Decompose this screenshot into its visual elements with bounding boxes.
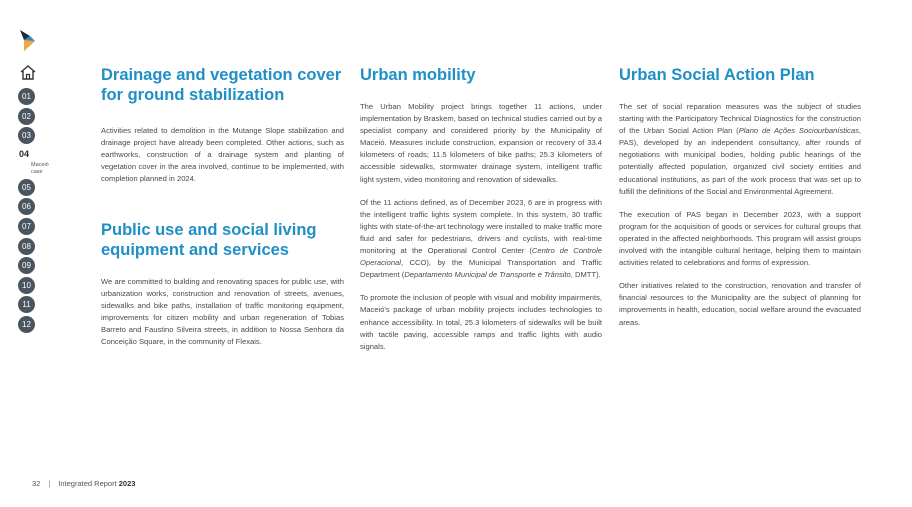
social-action-paragraph-2: The execution of PAS began in December 2023, with a support program for the acquisition of goods or services for cultural groups that operated in the affected neighborhoods. This program will assist groups involved with the intangible cultural heritage, helping them to maintain activities related to celebrations and forms of expression. (619, 209, 861, 268)
text-run: Of the 11 actions defined, as of December 2023, 6 are in progress with the intelligent traffic lights system complete. In this system, 30 traffic lights with state-of-the-art technology were installed to make traffic more fluid and safer for pedestrians, drivers and cyclists, with real-time monitoring at the Operational Control Center ( (360, 197, 602, 256)
public-use-paragraph: We are committed to building and renovating spaces for public use, with urbanization works, construction and renovation of streets, avenues, sidewalks and bike paths, installation of traffic monitoring equipment, improvements for citizen mobility and urban regeneration of Tobias Barreto and Faustino Silveira streets, in addition to Nossa Senhora da Conceição Square, in the community of Flexais. (101, 277, 344, 347)
report-year: 2023 (118, 479, 136, 488)
column-social-action-plan (619, 65, 861, 329)
home-icon[interactable] (19, 64, 37, 80)
drainage-paragraph: Activities related to demolition in the Mutange Slope stabilization and drainage project have already been completed. Other actions, such as earthworks, construction of a drainage system and planting of vegetation cover in the area involved, continue to be implemented, with completion planned in 2024. (101, 126, 344, 184)
column-urban-mobility (360, 65, 602, 353)
chapter-nav (18, 88, 58, 336)
nav-item-11[interactable]: 11 (18, 296, 35, 313)
nav-item-10[interactable]: 10 (18, 277, 35, 294)
text-run: The set of social reparation measures was the subject of studies starting with the Participatory Technical Diagnostics for the construction of the Urban Social Action Plan ( (619, 102, 861, 136)
social-action-paragraph-1 (619, 101, 861, 198)
footer-separator: | (48, 479, 51, 488)
nav-item-02[interactable]: 02 (18, 108, 35, 125)
report-name: Integrated Report (58, 479, 117, 488)
nav-item-07[interactable]: 07 (18, 218, 35, 235)
social-action-plan-title: Urban Social Action Plan (619, 66, 815, 84)
nav-item-03[interactable]: 03 (18, 127, 35, 144)
nav-item-05[interactable]: 05 (18, 179, 35, 196)
italic-term: Departamento Municipal de Transporte e Trânsito (404, 270, 571, 280)
urban-mobility-paragraph-2 (360, 197, 602, 282)
nav-item-01[interactable]: 01 (18, 88, 35, 105)
urban-mobility-paragraph-3: To promote the inclusion of people with visual and mobility impairments, Maceió's package of urban mobility projects includes technologies to enhance accessibility. In total, 25.3 kilometers of sidewalks will be built with tactile paving, accessible ramps and traffic lights with audio signals. (360, 293, 602, 351)
nav-item-12[interactable]: 12 (18, 316, 35, 333)
social-action-paragraph-3: Other initiatives related to the construction, renovation and transfer of financial resources to the Municipality are the subject of planning for improvements in health, education, social welfare around the evacuated areas. (619, 281, 861, 327)
nav-item-08[interactable]: 08 (18, 238, 35, 255)
urban-mobility-paragraph-1: The Urban Mobility project brings together 11 actions, under implementation by Braskem, based on technical studies carried out by a specialist company and considered priority by the Municipality of Maceió. Measures include construction, expansion or recovery of 33.4 kilometers of roads; 11.5 kilometers of bike paths; 25.3 kilometers of accessible sidewalks, stormwater drainage system, intelligent traffic light system, video monitoring and renovation of sidewalks. (360, 102, 602, 184)
urban-mobility-title: Urban mobility (360, 66, 476, 84)
text-run: , CCO), by the Municipal Transportation and Traffic Department ( (360, 258, 602, 280)
nav-item-09[interactable]: 09 (18, 257, 35, 274)
column-drainage (101, 65, 344, 347)
public-use-title: Public use and social living equipment and services (101, 221, 317, 259)
braskem-logo-icon (19, 29, 37, 53)
italic-term: Plano de Ações Sociourbanísticas (738, 126, 859, 136)
italic-term: Centro de Controle Operacional (360, 246, 602, 268)
text-run: , DMTT). (570, 270, 601, 280)
nav-item-06[interactable]: 06 (18, 198, 35, 215)
page-number: 32 (32, 479, 41, 488)
drainage-title: Drainage and vegetation cover for ground stabilization (101, 66, 342, 104)
page-footer (32, 479, 135, 488)
nav-sub-label[interactable]: Maceió case (31, 161, 49, 175)
nav-item-04-active[interactable]: 04 (18, 147, 58, 161)
text-run: , PAS), developed by an independent consultancy, after rounds of negotiations with municipal bodies, holding public hearings of the potentially affected population, organized civil society entities and educational institutions, as part of the work process that was set up to fulfill the definitions of the Social and Environmental Agreement. (619, 126, 861, 196)
